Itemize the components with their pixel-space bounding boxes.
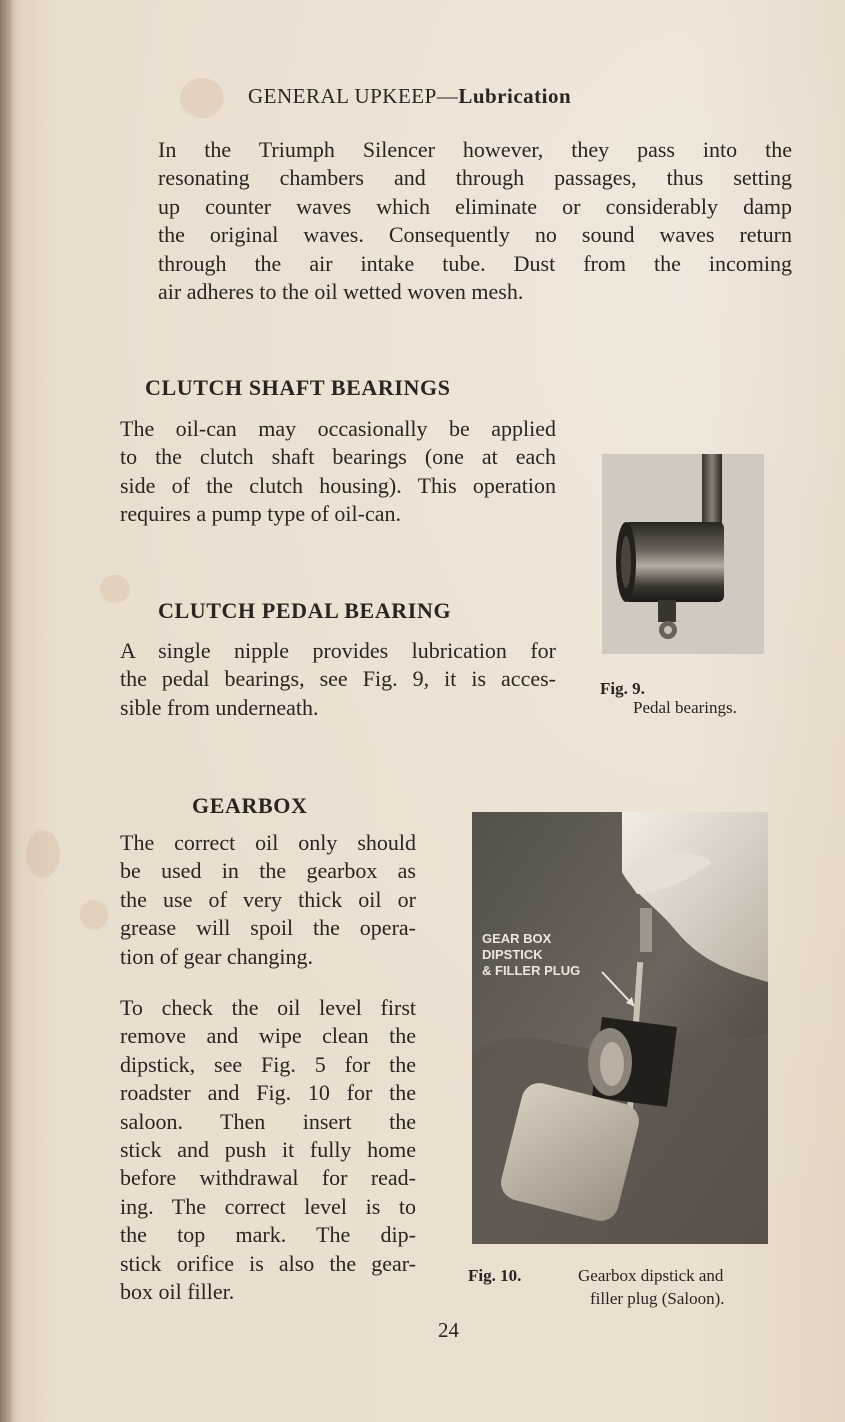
- running-head-topic: Lubrication: [458, 84, 572, 108]
- page-number: 24: [438, 1318, 459, 1342]
- fig10-caption-line2: filler plug (Saloon).: [590, 1289, 725, 1308]
- gearbox-paragraph-2: [120, 994, 416, 1306]
- binding-gutter: [0, 0, 14, 1422]
- clutch-pedal-heading: CLUTCH PEDAL BEARING: [158, 598, 452, 623]
- text-line: up counter waves which eliminate or considerably damp: [158, 193, 792, 219]
- text-line: In the Triumph Silencer however, they pass into the: [158, 137, 792, 162]
- text-line: to the clutch shaft bearings (one at each: [120, 444, 556, 470]
- text-line: To check the oil level first: [120, 995, 416, 1020]
- fig10-caption-line1: Gearbox dipstick and: [578, 1266, 724, 1285]
- gearbox-dipstick-photo: [472, 812, 768, 1244]
- text-line: ing. The correct level is to: [120, 1193, 416, 1219]
- text-line: tion of gear changing.: [120, 943, 314, 969]
- stain: [26, 830, 60, 878]
- gearbox-paragraph-1: [120, 829, 416, 971]
- text-line: the original waves. Consequently no sound waves return: [158, 222, 792, 248]
- fig9-caption: Pedal bearings.: [633, 698, 737, 717]
- text-line: resonating chambers and through passages, thus setting: [158, 165, 792, 191]
- text-line: dipstick, see Fig. 5 for the: [120, 1051, 416, 1077]
- text-line: the top mark. The dip-: [120, 1222, 416, 1248]
- clutch-shaft-heading: CLUTCH SHAFT BEARINGS: [145, 375, 451, 400]
- gearbox-dipstick-illustration: [472, 812, 768, 1244]
- photo-label-line: DIPSTICK: [482, 947, 543, 962]
- text-line: roadster and Fig. 10 for the: [120, 1080, 416, 1106]
- text-line: sible from underneath.: [120, 694, 319, 720]
- stain: [80, 900, 108, 930]
- clutch-pedal-paragraph: [120, 637, 556, 722]
- text-line: The correct oil only should: [120, 830, 416, 855]
- stain: [180, 78, 224, 118]
- text-line: stick orifice is also the gear-: [120, 1250, 416, 1276]
- text-line: A single nipple provides lubrication for: [120, 638, 556, 663]
- text-line: the pedal bearings, see Fig. 9, it is acces-: [120, 666, 556, 692]
- text-line: side of the clutch housing). This operation: [120, 472, 556, 498]
- fig10-label: Fig. 10.: [468, 1266, 522, 1285]
- text-line: air adheres to the oil wetted woven mesh.: [158, 279, 524, 305]
- clutch-shaft-paragraph: [120, 415, 556, 529]
- text-line: stick and push it fully home: [120, 1137, 416, 1163]
- pedal-bearing-illustration: [602, 454, 764, 654]
- text-line: remove and wipe clean the: [120, 1023, 416, 1049]
- intro-paragraph: [158, 136, 792, 306]
- photo-label-line: & FILLER PLUG: [482, 963, 581, 978]
- gearbox-heading: GEARBOX: [192, 793, 308, 818]
- photo-label-line: GEAR BOX: [482, 931, 552, 946]
- text-line: grease will spoil the opera-: [120, 915, 416, 941]
- pedal-bearing-photo: [602, 454, 764, 654]
- text-line: The oil-can may occasionally be applied: [120, 416, 556, 441]
- running-head-section: GENERAL UPKEEP—: [248, 84, 459, 108]
- text-line: the use of very thick oil or: [120, 886, 416, 912]
- text-line: through the air intake tube. Dust from the incoming: [158, 250, 792, 276]
- running-head: [248, 84, 571, 109]
- text-line: box oil filler.: [120, 1279, 235, 1305]
- text-line: before withdrawal for read-: [120, 1165, 416, 1191]
- text-line: saloon. Then insert the: [120, 1108, 416, 1134]
- text-line: requires a pump type of oil-can.: [120, 501, 402, 527]
- fig9-label: Fig. 9.: [600, 679, 645, 698]
- stain: [100, 575, 130, 603]
- text-line: be used in the gearbox as: [120, 858, 416, 884]
